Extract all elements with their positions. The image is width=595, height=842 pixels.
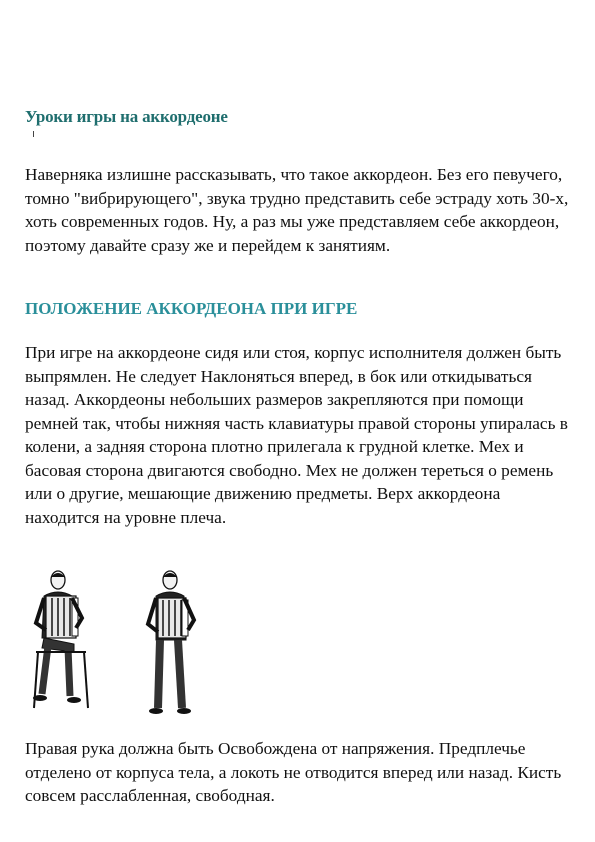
intro-paragraph: Наверняка излишне рассказывать, что такое аккордеон. Без его певучего, томно "вибрирующего", звука трудно представить себе эстраду хоть 30-х, хоть современных годов. Ну, а раз мы уже представляем себе аккордеон, поэтому давайте сразу же и перейдем к занятиям. <box>25 165 569 255</box>
hand-paragraph: Правая рука должна быть Освобождена от напряжения. Предплечье отделено от корпуса тела, а локоть не отводится вперед или назад. Кисть совсем расслабленная, свободная. <box>25 739 562 805</box>
decorative-tick <box>33 131 34 137</box>
position-paragraph: При игре на аккордеоне сидя или стоя, корпус исполнителя должен быть выпрямлен. Не следует Наклоняться вперед, в бок или откидываться назад. Аккордеоны небольших размеров закрепляются при помощи ремней так, чтобы нижняя часть клавиатуры правой стороны упиралась в колени, а задняя сторона плотно прилегала к грудной клетке. Мех и басовая сторона двигаются свободно. Мех не должен тереться о ремень или о другие, мешающие движению предметы. Верх аккордеона находится на уровне плеча. <box>25 343 568 527</box>
section-heading: ПОЛОЖЕНИЕ АККОРДЕОНА ПРИ ИГРЕ <box>25 299 358 318</box>
standing-accordion-player-icon <box>140 568 210 720</box>
page-title: Уроки игры на аккордеоне <box>25 107 228 126</box>
seated-accordion-player-icon <box>28 568 104 720</box>
